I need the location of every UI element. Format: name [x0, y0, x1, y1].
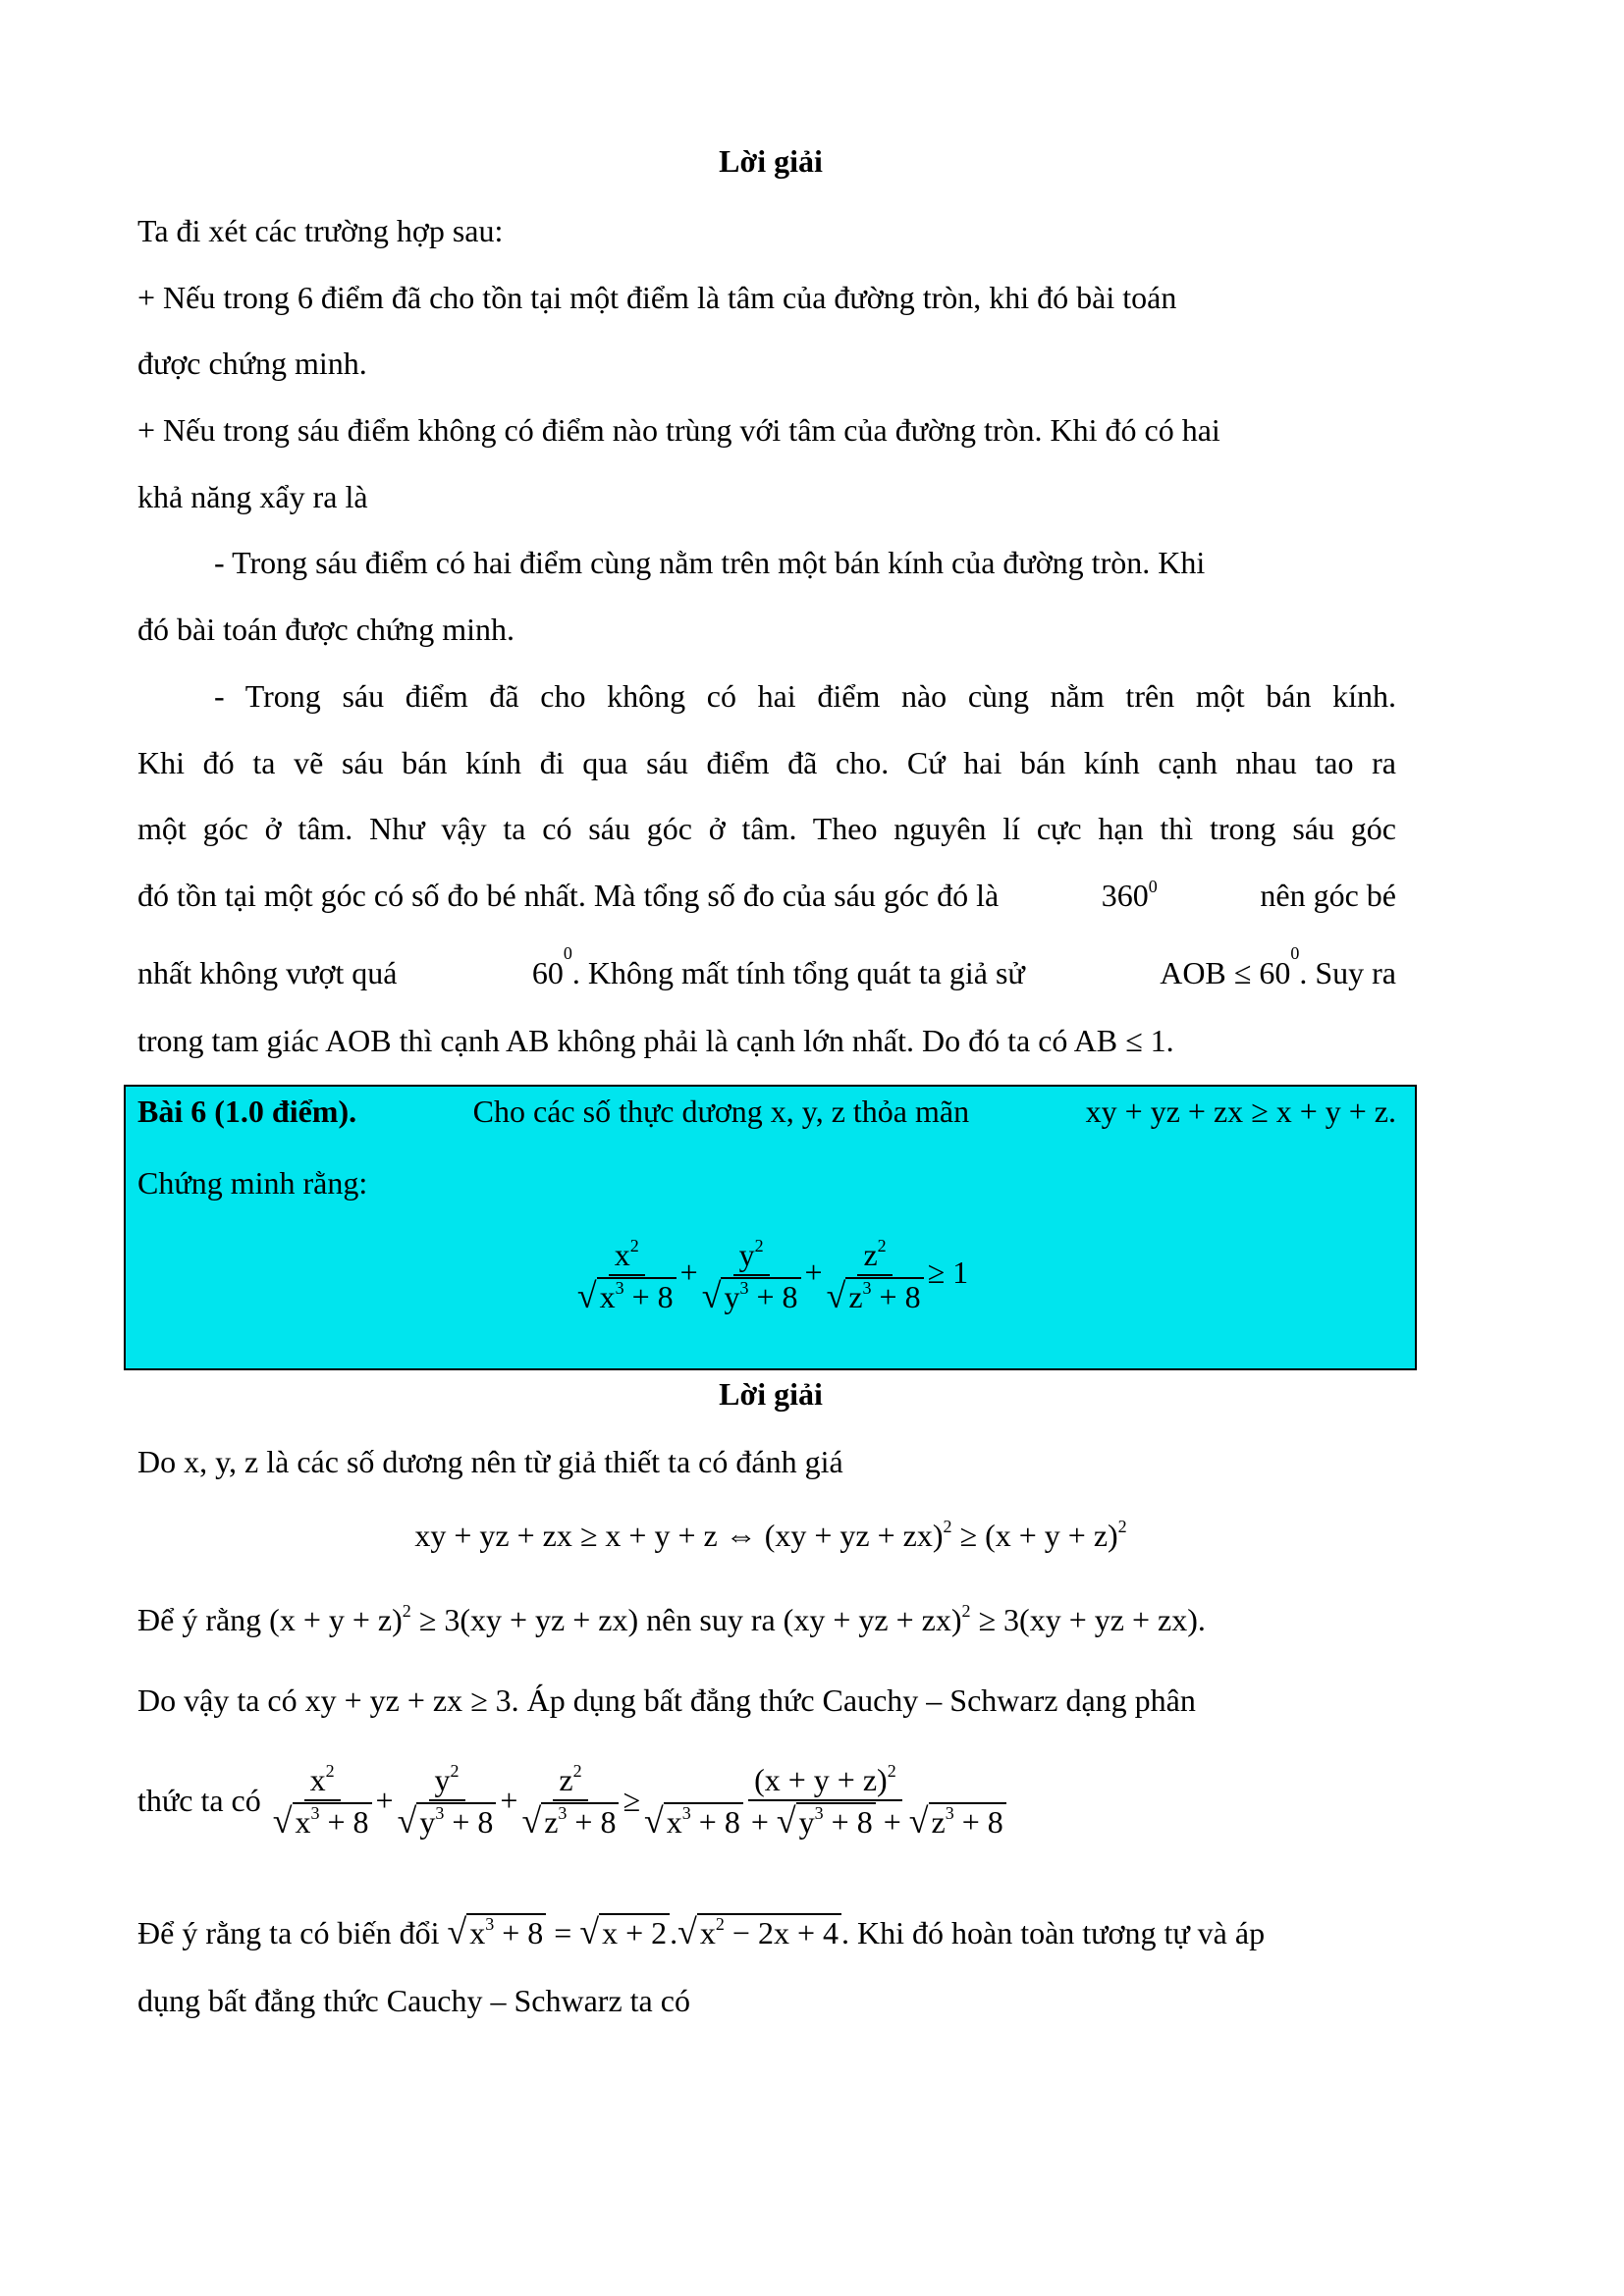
math-inline: $360^0$: [1101, 877, 1158, 913]
text-segment: . Khi đó hoàn toàn tương tự và áp: [840, 1915, 1266, 1950]
paragraph-line: + Nếu trong 6 điểm đã cho tồn tại một điểm là tâm của đường tròn, khi đó bài toán: [137, 280, 1177, 315]
math-value: xy + yz + zx ≥ x + y + z ⇔ (xy + yz + zx): [414, 1518, 944, 1553]
text-segment: thức ta có: [137, 1783, 261, 1818]
text-segment: Để ý rằng: [137, 1602, 262, 1637]
math-value: xy + yz + zx ≥ x + y + z: [1085, 1094, 1388, 1129]
paragraph-line: Khi đó ta vẽ sáu bán kính đi qua sáu điểm đã cho. Cứ hai bán kính cạnh nhau tao ra: [137, 745, 1396, 780]
paragraph-line: đó bài toán được chứng minh.: [137, 612, 514, 647]
problem-label: Bài 6 (1.0 điểm).: [137, 1094, 357, 1129]
paragraph-line: Ta đi xét các trường hợp sau:: [137, 213, 504, 248]
text-segment: nên góc bé: [1260, 878, 1396, 913]
text-segment: .: [1388, 1094, 1396, 1129]
math-inline: AB ≤ 1: [1073, 1023, 1166, 1058]
math-value: AOB ≤ 60: [1160, 955, 1291, 990]
math-value: ≥ (x + y + z): [951, 1518, 1118, 1553]
math-value: 60: [531, 955, 564, 990]
text-segment: đó tồn tại một góc có số đo bé nhất. Mà tổng số đo của sáu góc đó là: [137, 878, 1000, 913]
math-inline: [1086, 1092, 1396, 1131]
fraction: $\frac{(x + y + z)^2}{√x^3 + 8 + √y^3 + 8 + √z^3 + 8}$: [644, 1762, 1006, 1840]
math-value: 360: [1101, 878, 1149, 913]
math-inline: 60 0 . Không mất tính tổng quát ta giả sử: [531, 943, 1025, 990]
math-value: (xy + yz + zx): [783, 1602, 962, 1637]
fraction: $\frac{z^2}{√z^3 + 8}$: [827, 1237, 924, 1314]
fraction: $\frac{x^2}{√x^3 + 8}$: [577, 1237, 677, 1314]
text-segment: Do vậy ta có: [137, 1682, 298, 1718]
math-inline: $√x^3 + 8$: [447, 1912, 546, 1952]
problem-text: Cho các số thực dương x, y, z thỏa mãn: [472, 1094, 970, 1129]
fraction: $\frac{y^2}{√y^3 + 8}$: [702, 1237, 801, 1314]
paragraph-line: Do x, y, z là các số dương nên từ giả thiết ta có đánh giá: [137, 1444, 843, 1479]
paragraph-line: thức ta có $\frac{x^2}{√x^3 + 8}$ + $\frac{y^2}{√y^3 + 8}$ + $\frac{z^2}{√z^3 + 8}$ ≥ $\frac{(x + y + z)^2}{√x^3 + 8 + √y^3 + 8 + √z^3 + 8}$: [137, 1751, 1010, 1849]
fraction: $\frac{x^2}{√x^3 + 8}$: [273, 1762, 372, 1840]
paragraph-line: khả năng xẩy ra là: [137, 479, 368, 514]
display-formula: xy + yz + zx ≥ x + y + z ⇔ (xy + yz + $zx)^2 \ge (x + y + z)^2$: [414, 1517, 1127, 1553]
paragraph-line: Để ý rằng ta có biến đổi $√x^3 + 8 = √x + 2.√x^2 - 2x + 4$. Khi đó hoàn toàn tương tự và áp: [137, 1912, 1266, 1951]
paragraph-line: [137, 876, 1396, 915]
paragraph-line: một góc ở tâm. Như vậy ta có sáu góc ở tâm. Theo nguyên lí cực hạn thì trong sáu góc: [137, 811, 1396, 846]
paragraph-line: [137, 1681, 1196, 1720]
text-segment: .: [1165, 1023, 1174, 1058]
paragraph-line: - Trong sáu điểm đã cho không có hai điểm nào cùng nằm trên một bán kính.: [214, 678, 1396, 714]
text-segment: nhất không vượt quá: [137, 955, 398, 990]
text-segment: . Suy ra: [1299, 955, 1396, 990]
paragraph-line: dụng bất đẳng thức Cauchy – Schwarz ta có: [137, 1983, 690, 2018]
paragraph-line: Để ý rằng $(x + y + z)^2 \ge 3(xy$ + yz + zx) nên suy ra (xy + yz + zx)$^2$ ≥ 3(xy + yz + zx).: [137, 1601, 1206, 1637]
text-segment: . Không mất tính tổng quát ta giả sử: [571, 955, 1025, 990]
math-inline: AOB ≤ 60 0 . Suy ra: [1160, 943, 1396, 990]
fraction: $\frac{y^2}{√y^3 + 8}$: [398, 1762, 497, 1840]
solution-heading: Lời giải: [719, 143, 823, 179]
problem-line: Chứng minh rằng:: [137, 1165, 368, 1201]
math-value: (x + y + z): [269, 1602, 403, 1637]
problem-inequality: $\frac{x^2}{√x^3 + 8}$ + $\frac{y^2}{√y^3 + 8}$ + $\frac{z^2}{√z^3 + 8}$ ≥ 1: [576, 1236, 969, 1315]
paragraph-line: [137, 1021, 1174, 1060]
paragraph-line: + Nếu trong sáu điểm không có điểm nào trùng với tâm của đường tròn. Khi đó có hai: [137, 412, 1220, 448]
math-value: ≥ 1: [927, 1254, 969, 1290]
solution-heading: Lời giải: [719, 1376, 823, 1412]
paragraph-line: được chứng minh.: [137, 346, 367, 381]
text-segment: Để ý rằng ta có biến đổi: [137, 1915, 440, 1950]
text-segment: . Áp dụng bất đẳng thức Cauchy – Schwarz dạng phân: [511, 1682, 1196, 1718]
text-segment: trong tam giác AOB thì cạnh AB không phải là cạnh lớn nhất. Do đó ta có: [137, 1023, 1068, 1058]
math-value: ≥ 3(xy + yz + zx).: [970, 1602, 1206, 1637]
text-segment: nên suy ra: [646, 1602, 776, 1637]
problem-statement: [137, 1092, 1396, 1131]
math-value: (x + y + z): [754, 1761, 888, 1797]
math-value: ≥ 3(xy + yz + zx): [410, 1602, 639, 1637]
fraction: $\frac{z^2}{√z^3 + 8}$: [521, 1762, 619, 1840]
paragraph-line: [137, 943, 1396, 992]
math-value: xy + yz + zx ≥ 3: [304, 1682, 512, 1718]
paragraph-line: - Trong sáu điểm có hai điểm cùng nằm trên một bán kính của đường tròn. Khi: [214, 545, 1206, 580]
